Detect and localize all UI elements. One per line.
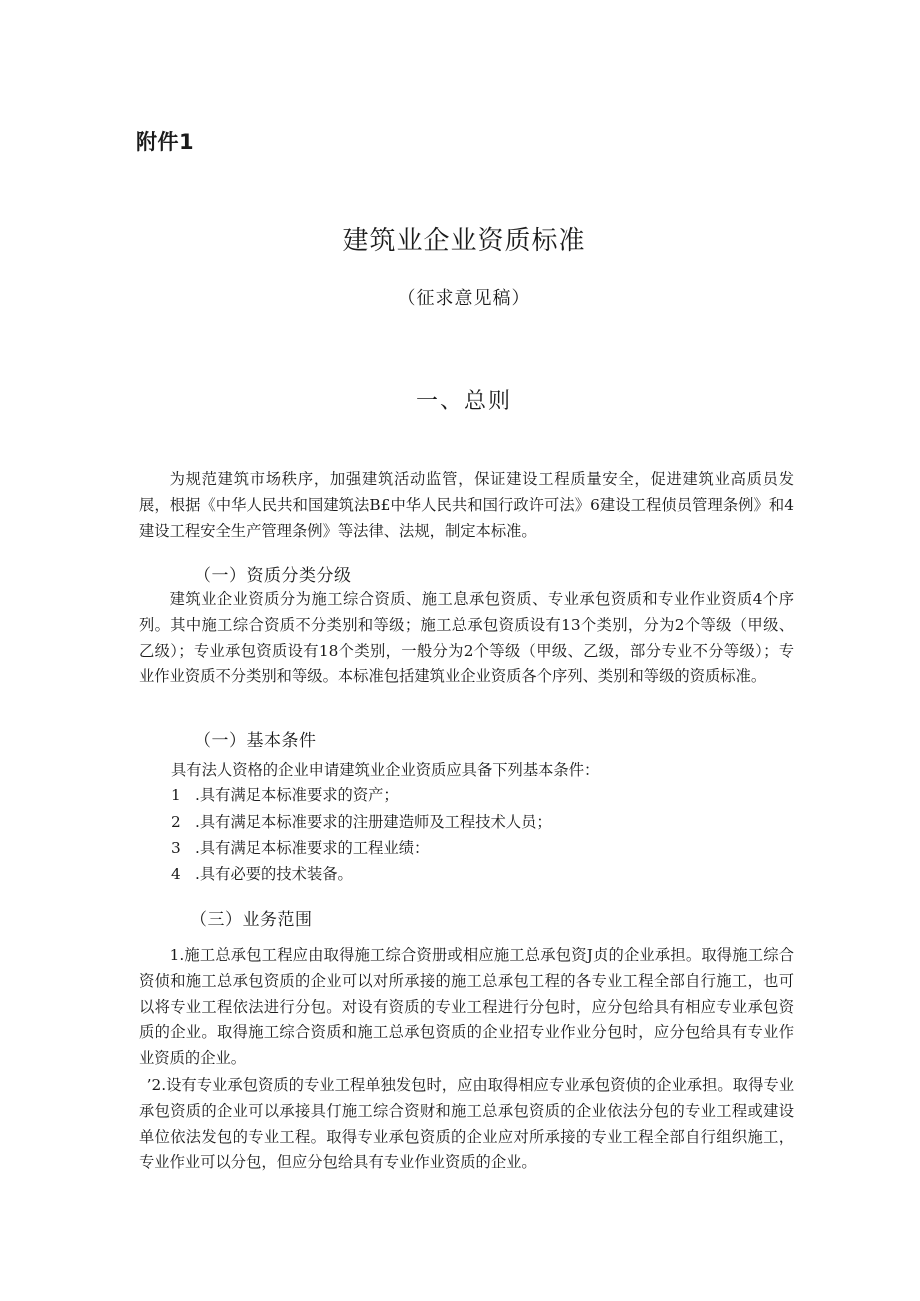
list-item-text: .具有满足本标准要求的资产； <box>195 786 399 804</box>
list-item <box>171 811 552 833</box>
list-item-text: .具有满足本标准要求的注册建造师及工程技术人员； <box>195 813 552 831</box>
document-title: 建筑业企业资质标准 <box>342 226 586 256</box>
document-subtitle: （征求意见稿） <box>397 288 531 309</box>
list-item-number: 1 <box>171 786 181 804</box>
list-item-text: .具有必要的技术装备。 <box>195 865 353 883</box>
list-item-text: .具有满足本标准要求的工程业绩： <box>195 839 430 857</box>
section-heading-business-scope: （三）业务范围 <box>190 910 313 930</box>
list-item <box>171 863 353 885</box>
attachment-label: 附件1 <box>136 130 195 154</box>
list-item <box>171 784 399 806</box>
basic-conditions-lead: 具有法人资格的企业申请建筑业企业资质应具备下列基本条件： <box>171 761 600 779</box>
section-heading-basic-conditions: （一）基本条件 <box>194 731 317 751</box>
section-heading-classification: （一）资质分类分级 <box>194 566 352 586</box>
business-scope-paragraph-2: ’2.设有专业承包资质的专业工程单独发包时，应由取得相应专业承包资侦的企业承担。取得专业承包资质的企业可以承接具仃施工综合资财和施工总承包资质的企业依法分包的专业工程或建设单位依法发包的专业工程。取得专业承包资质的企业应对所承接的专业工程全部自行组织施工，专业作业可以分包，但应分包给具有专业作业资质的企业。 <box>139 1076 794 1172</box>
classification-paragraph: 建筑业企业资质分为施工综合资质、施工息承包资质、专业承包资质和专业作业资质4个序列。其中施工综合资质不分类别和等级；施工总承包资质设有13个类别，分为2个等级（甲级、乙级）；专业承包资质设有18个类别，一般分为2个等级（甲级、乙级，部分专业不分等级）；专业作业资质不分类别和等级。本标准包括建筑业企业资质各个序列、类别和等级的资质标准。 <box>139 590 794 686</box>
intro-paragraph: 为规范建筑市场秩序，加强建筑活动监管，保证建设工程质量安全，促进建筑业高质员发展，根据《中华人民共和国建筑法B£中华人民共和国行政许可法》6建设工程侦员管理条例》和4建设工程安全生产管理条例》等法律、法规，制定本标准。 <box>139 470 794 540</box>
list-item <box>171 837 429 859</box>
list-item-number: 4 <box>171 865 181 883</box>
chapter-title: 一、总则 <box>415 389 512 414</box>
list-item-number: 3 <box>171 839 181 857</box>
business-scope-paragraph-1: 1.施工总承包工程应由取得施工综合资册或相应施工总承包资J贞的企业承担。取得施工综合资侦和施工总承包资质的企业可以对所承接的施工总承包工程的各专业工程全部自行施工，也可以将专业工程依法进行分包。对设有资质的专业工程进行分包时，应分包给具有相应专业承包资质的企业。取得施工综合资质和施工总承包资质的企业招专业作业分包时，应分包给具有专业作业资质的企业。 <box>139 946 794 1068</box>
list-item-number: 2 <box>171 813 181 831</box>
